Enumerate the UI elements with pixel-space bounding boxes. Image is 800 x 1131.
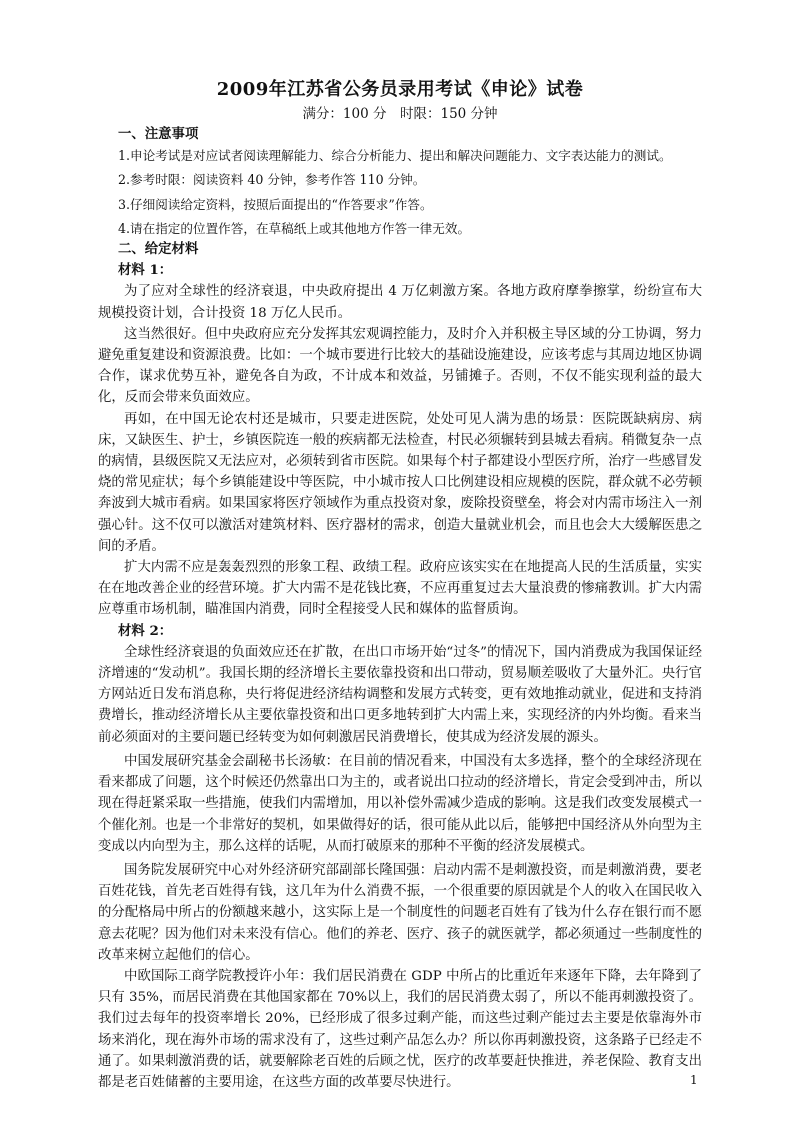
paragraph: 中国发展研究基金会副秘书长汤敏：在目前的情况看来，中国没有太多选择，整个的全球经济现在看来都成了问题，这个时候还仍然靠出口为主的，或者说出口拉动的经济增长，肯定会受到冲击，所以现在得赶紧采取一些措施，使我们内需增加，用以补偿外需减少造成的影响。这是我们改变发展模式一个催化剂。也是一个非常好的契机，如果做得好的话，很可能从此以后，能够把中国经济从外向型为主变成以内向型为主，那么这样的话呢，从而打破原来的那种不平衡的经济发展模式。 bbox=[98, 753, 702, 854]
note-item: 2.参考时限：阅读资料 40 分钟，参考作答 110 分钟。 bbox=[118, 172, 426, 188]
note-item: 3.仔细阅读给定资料，按照后面提出的“作答要求”作答。 bbox=[118, 196, 433, 212]
paragraph: 中欧国际工商学院教授许小年：我们居民消费在 GDP 中所占的比重近年来逐年下降，去年降到了只有 35%，而居民消费在其他国家都在 70%以上，我们的居民消费太弱了，所以不能再刺激投资了。我们过去每年的投资率增长 20%，已经形成了很多过剩产能，而这些过剩产能过去主要是依靠海外市场来消化，现在海外市场的需求没有了，这些过剩产品怎么办？所以你再刺激投资，这条路子已经走不通了。如果刺激消费的话，就要解除老百姓的后顾之忧，医疗的改革要赶快推进，养老保险、教育支出都是老百姓储蓄的主要用途，在这些方面的改革要尽快进行。 bbox=[98, 968, 702, 1090]
paragraph: 全球性经济衰退的负面效应还在扩散，在出口市场开始“过冬”的情况下，国内消费成为我国保证经济增速的“发动机”。我国长期的经济增长主要依靠投资和出口带动，贸易顺差吸收了大量外汇。央行官方网站近日发布消息称，央行将促进经济结构调整和发展方式转变，更有效地推动就业，促进和支持消费增长，推动经济增长从主要依靠投资和出口更多地转到扩大内需上来，实现经济的内外均衡。看来当前必须面对的主要问题已经转变为如何刺激居民消费增长，使其成为经济发展的源头。 bbox=[98, 644, 702, 745]
paragraph: 扩大内需不应是轰轰烈烈的形象工程、政绩工程。政府应该实实在在地提高人民的生活质量，实实在在地改善企业的经营环境。扩大内需不是花钱比赛，不应再重复过去大量浪费的惨痛教训。扩大内需应尊重市场机制，瞄准国内消费，同时全程接受人民和媒体的监督质询。 bbox=[98, 560, 702, 618]
material-heading: 材料 1： bbox=[118, 262, 173, 279]
material-heading: 材料 2： bbox=[118, 622, 173, 639]
document-body bbox=[98, 124, 702, 1093]
note-item: 1.申论考试是对应试者阅读理解能力、综合分析能力、提出和解决问题能力、文字表达能力的测试。 bbox=[118, 148, 672, 164]
section-heading-notes: 一、注意事项 bbox=[118, 126, 199, 142]
paragraph: 国务院发展研究中心对外经济研究部副部长隆国强：启动内需不是刺激投资，而是刺激消费，要老百姓花钱，首先老百姓得有钱，这几年为什么消费不振，一个很重要的原因就是个人的收入在国民收入的分配格局中所占的份额越来越小，这实际上是一个制度性的问题老百姓有了钱为什么存在银行而不愿意去花呢？因为他们对未来没有信心。他们的养老、医疗、孩子的就医就学，都必须通过一些制度性的改革来树立起他们的信心。 bbox=[98, 862, 702, 963]
paragraph: 这当然很好。但中央政府应充分发挥其宏观调控能力，及时介入并积极主导区域的分工协调，努力避免重复建设和资源浪费。比如：一个城市要进行比较大的基础设施建设，应该考虑与其周边地区协调合作，谋求优势互补，避免各自为政，不计成本和效益，另铺摊子。否则，不仅不能实现利益的最大化，反而会带来负面效应。 bbox=[98, 326, 702, 406]
page-number: 1 bbox=[690, 1073, 698, 1087]
document-title: 2009年江苏省公务员录用考试《申论》试卷 bbox=[216, 79, 584, 100]
paragraph: 再如，在中国无论农村还是城市，只要走进医院，处处可见人满为患的场景：医院既缺病房、病床，又缺医生、护士，乡镇医院连一般的疾病都无法检查，村民必须辗转到县城去看病。稍微复杂一点的病情，县级医院又无法应对，必须转到省市医院。如果每个村子都建设小型医疗所，治疗一些感冒发烧的常见症状；每个乡镇能建设中等医院，中小城市按人口比例建设相应规模的医院，群众就不必劳顿奔波到大城市看病。如果国家将医疗领域作为重点投资对象，废除投资壁垒，将会对内需市场注入一剂强心针。这不仅可以激活对建筑材料、医疗器材的需求，创造大量就业机会，而且也会大大缓解医患之间的矛盾。 bbox=[98, 411, 702, 554]
paragraph: 为了应对全球性的经济衰退，中央政府提出 4 万亿刺激方案。各地方政府摩拳擦掌，纷纷宣布大规模投资计划，合计投资 18 万亿人民币。 bbox=[98, 284, 702, 321]
document-subtitle: 满分：100 分 时限：150 分钟 bbox=[302, 106, 498, 122]
note-item: 4.请在指定的位置作答，在草稿纸上或其他地方作答一律无效。 bbox=[118, 220, 471, 236]
section-heading-materials: 二、给定材料 bbox=[118, 241, 199, 258]
